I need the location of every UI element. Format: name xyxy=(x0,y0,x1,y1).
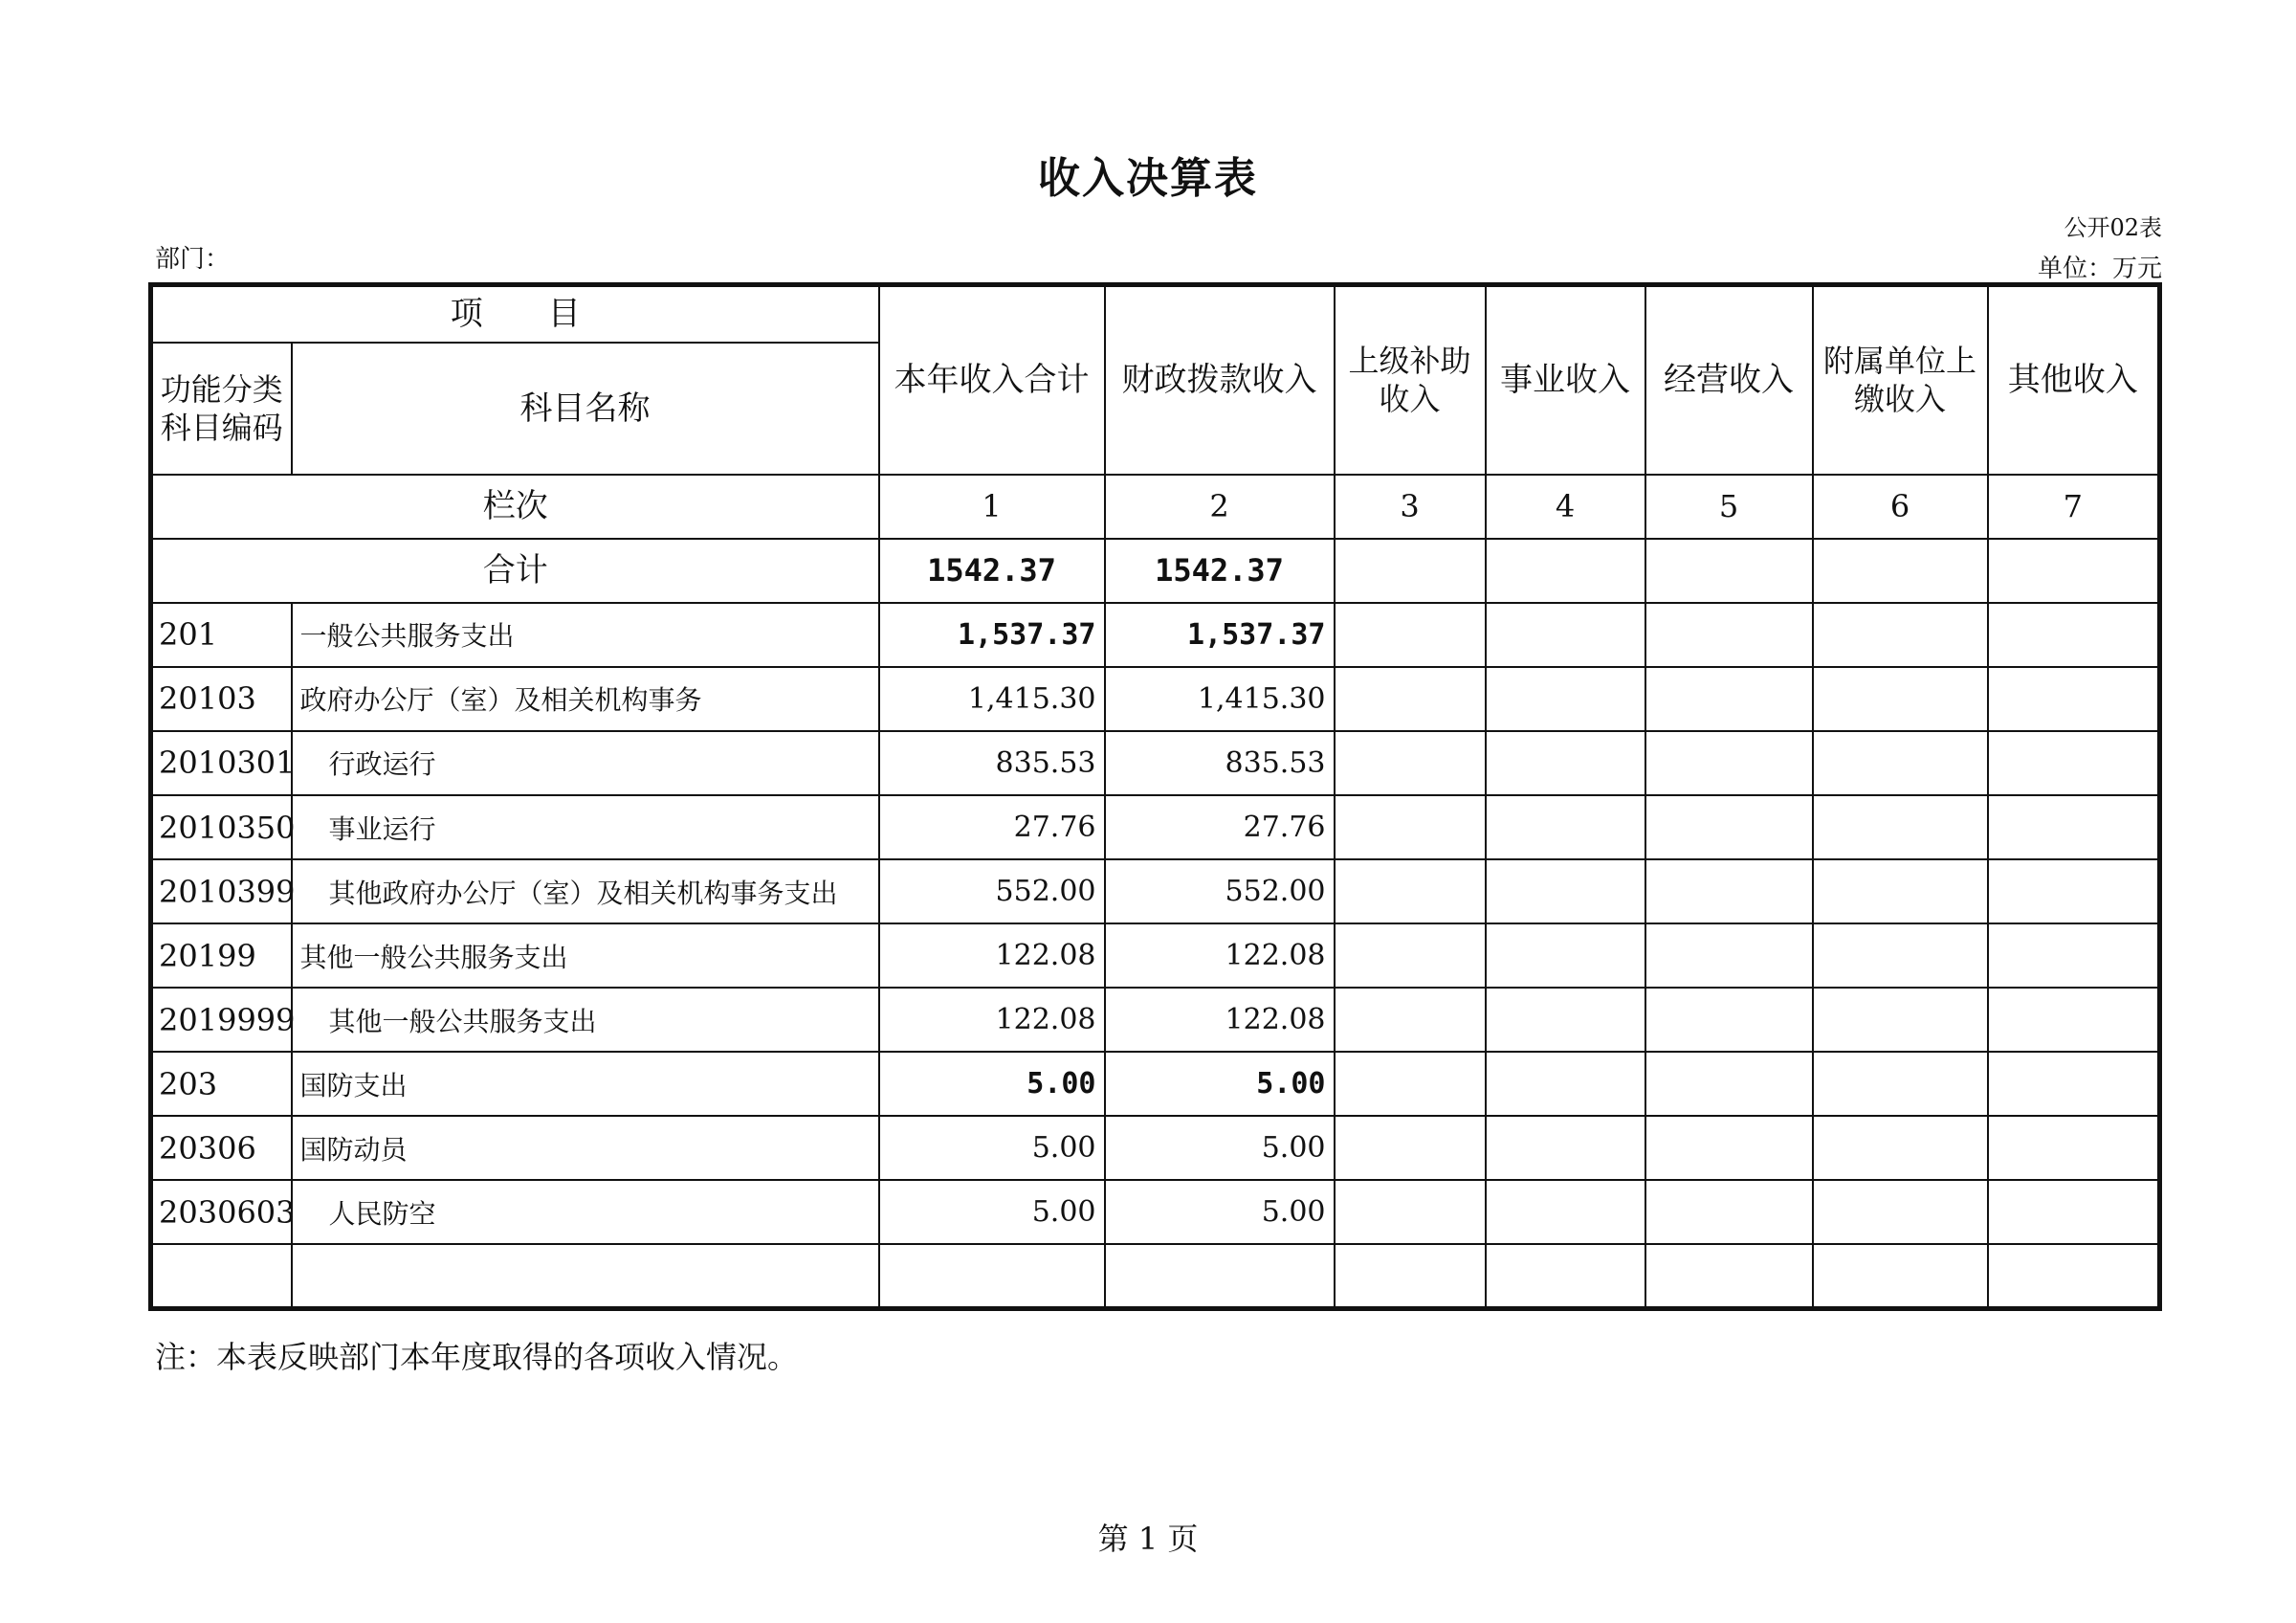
table-row xyxy=(151,731,2160,795)
row-value xyxy=(1335,1052,1486,1116)
total-value: 1542.37 xyxy=(879,539,1105,603)
column-number: 3 xyxy=(1335,475,1486,539)
row-code: 20199 xyxy=(151,923,292,988)
row-value xyxy=(879,1244,1105,1308)
row-code: 2010350 xyxy=(151,795,292,859)
row-value xyxy=(1486,667,1645,731)
total-label: 合计 xyxy=(151,539,879,603)
row-value xyxy=(1645,795,1813,859)
row-value xyxy=(1645,731,1813,795)
row-value xyxy=(1813,859,1988,923)
total-value xyxy=(1813,539,1988,603)
column-index-label: 栏次 xyxy=(151,475,879,539)
row-value xyxy=(1988,859,2160,923)
row-code: 2030603 xyxy=(151,1180,292,1244)
row-name: 行政运行 xyxy=(292,731,879,795)
table-row xyxy=(151,1052,2160,1116)
project-header: 项 目 xyxy=(151,285,879,343)
row-value xyxy=(1813,923,1988,988)
column-number: 4 xyxy=(1486,475,1645,539)
row-value xyxy=(1813,795,1988,859)
row-value xyxy=(1335,1244,1486,1308)
row-value xyxy=(1645,667,1813,731)
row-value xyxy=(1813,667,1988,731)
row-name: 人民防空 xyxy=(292,1180,879,1244)
row-value xyxy=(1486,731,1645,795)
total-value: 1542.37 xyxy=(1105,539,1335,603)
row-value: 5.00 xyxy=(879,1180,1105,1244)
row-value: 5.00 xyxy=(1105,1180,1335,1244)
row-value: 1,537.37 xyxy=(1105,603,1335,667)
column-number: 1 xyxy=(879,475,1105,539)
row-value xyxy=(1988,1244,2160,1308)
row-value xyxy=(1486,795,1645,859)
row-value xyxy=(1645,1116,1813,1180)
form-number: 公开02表 xyxy=(2064,214,2162,241)
col-header-total: 本年收入合计 xyxy=(879,285,1105,475)
row-value xyxy=(1335,1116,1486,1180)
row-name: 国防动员 xyxy=(292,1116,879,1180)
row-name: 政府办公厅（室）及相关机构事务 xyxy=(292,667,879,731)
total-value xyxy=(1486,539,1645,603)
row-code: 2019999 xyxy=(151,988,292,1052)
row-value: 835.53 xyxy=(1105,731,1335,795)
code-header: 功能分类科目编码 xyxy=(151,343,292,475)
row-code xyxy=(151,1244,292,1308)
row-value xyxy=(1988,667,2160,731)
row-value xyxy=(1486,603,1645,667)
table-row xyxy=(151,988,2160,1052)
row-value xyxy=(1988,1052,2160,1116)
row-value xyxy=(1335,667,1486,731)
row-value xyxy=(1335,795,1486,859)
row-code: 2010301 xyxy=(151,731,292,795)
row-name xyxy=(292,1244,879,1308)
row-value: 5.00 xyxy=(879,1116,1105,1180)
row-value xyxy=(1335,988,1486,1052)
row-value xyxy=(1486,923,1645,988)
row-value xyxy=(1486,1244,1645,1308)
row-value xyxy=(1486,859,1645,923)
row-value: 122.08 xyxy=(1105,923,1335,988)
total-value xyxy=(1645,539,1813,603)
row-value: 27.76 xyxy=(1105,795,1335,859)
col-header-superior-subsidy: 上级补助收入 xyxy=(1335,285,1486,475)
row-value xyxy=(1486,1180,1645,1244)
row-code: 203 xyxy=(151,1052,292,1116)
row-value: 1,415.30 xyxy=(1105,667,1335,731)
row-value xyxy=(1813,1116,1988,1180)
row-value xyxy=(1486,1052,1645,1116)
row-value xyxy=(1988,731,2160,795)
row-value xyxy=(1813,988,1988,1052)
row-name: 国防支出 xyxy=(292,1052,879,1116)
table-row xyxy=(151,1180,2160,1244)
unit-label: 单位：万元 xyxy=(2037,255,2162,283)
department-label: 部门： xyxy=(155,245,231,274)
income-table xyxy=(148,282,2162,1311)
row-value xyxy=(1105,1244,1335,1308)
row-value: 5.00 xyxy=(1105,1116,1335,1180)
footnote: 注：本表反映部门本年度取得的各项收入情况。 xyxy=(155,1339,799,1375)
col-header-other: 其他收入 xyxy=(1988,285,2160,475)
row-name: 事业运行 xyxy=(292,795,879,859)
row-value: 122.08 xyxy=(879,923,1105,988)
row-value: 27.76 xyxy=(879,795,1105,859)
row-code: 20103 xyxy=(151,667,292,731)
page-number: 第 1 页 xyxy=(1097,1521,1199,1557)
row-value xyxy=(1645,1244,1813,1308)
row-value: 5.00 xyxy=(1105,1052,1335,1116)
row-name: 一般公共服务支出 xyxy=(292,603,879,667)
row-value xyxy=(1988,1116,2160,1180)
row-value xyxy=(1645,1052,1813,1116)
row-code: 201 xyxy=(151,603,292,667)
row-value xyxy=(1988,603,2160,667)
row-value: 122.08 xyxy=(1105,988,1335,1052)
row-name: 其他政府办公厅（室）及相关机构事务支出 xyxy=(292,859,879,923)
row-value xyxy=(1813,1180,1988,1244)
column-number: 7 xyxy=(1988,475,2160,539)
name-header: 科目名称 xyxy=(292,343,879,475)
table-row xyxy=(151,667,2160,731)
table-row xyxy=(151,859,2160,923)
col-header-operating: 经营收入 xyxy=(1645,285,1813,475)
row-value xyxy=(1645,603,1813,667)
row-value xyxy=(1813,1244,1988,1308)
col-header-affiliated: 附属单位上缴收入 xyxy=(1813,285,1988,475)
row-value xyxy=(1645,859,1813,923)
row-code: 20306 xyxy=(151,1116,292,1180)
total-value xyxy=(1335,539,1486,603)
table-row xyxy=(151,603,2160,667)
page-title: 收入决算表 xyxy=(1038,154,1258,203)
row-value: 552.00 xyxy=(1105,859,1335,923)
row-value: 835.53 xyxy=(879,731,1105,795)
table-row xyxy=(151,1116,2160,1180)
column-number: 2 xyxy=(1105,475,1335,539)
col-header-business: 事业收入 xyxy=(1486,285,1645,475)
row-value xyxy=(1335,859,1486,923)
column-number: 5 xyxy=(1645,475,1813,539)
table-row xyxy=(151,795,2160,859)
row-value: 122.08 xyxy=(879,988,1105,1052)
row-value: 552.00 xyxy=(879,859,1105,923)
row-name: 其他一般公共服务支出 xyxy=(292,923,879,988)
row-value xyxy=(1335,1180,1486,1244)
row-value xyxy=(1988,1180,2160,1244)
row-value xyxy=(1645,988,1813,1052)
table-row xyxy=(151,923,2160,988)
row-value xyxy=(1988,988,2160,1052)
column-number: 6 xyxy=(1813,475,1988,539)
row-value xyxy=(1813,603,1988,667)
row-value: 1,415.30 xyxy=(879,667,1105,731)
row-value xyxy=(1335,603,1486,667)
col-header-fiscal: 财政拨款收入 xyxy=(1105,285,1335,475)
row-value xyxy=(1486,988,1645,1052)
row-value xyxy=(1335,731,1486,795)
row-value xyxy=(1486,1116,1645,1180)
row-value: 5.00 xyxy=(879,1052,1105,1116)
row-value xyxy=(1813,1052,1988,1116)
row-name: 其他一般公共服务支出 xyxy=(292,988,879,1052)
row-value xyxy=(1988,923,2160,988)
row-value xyxy=(1645,1180,1813,1244)
row-value xyxy=(1813,731,1988,795)
row-value: 1,537.37 xyxy=(879,603,1105,667)
table-row xyxy=(151,1244,2160,1308)
row-code: 2010399 xyxy=(151,859,292,923)
row-value xyxy=(1988,795,2160,859)
row-value xyxy=(1335,923,1486,988)
row-value xyxy=(1645,923,1813,988)
total-value xyxy=(1988,539,2160,603)
